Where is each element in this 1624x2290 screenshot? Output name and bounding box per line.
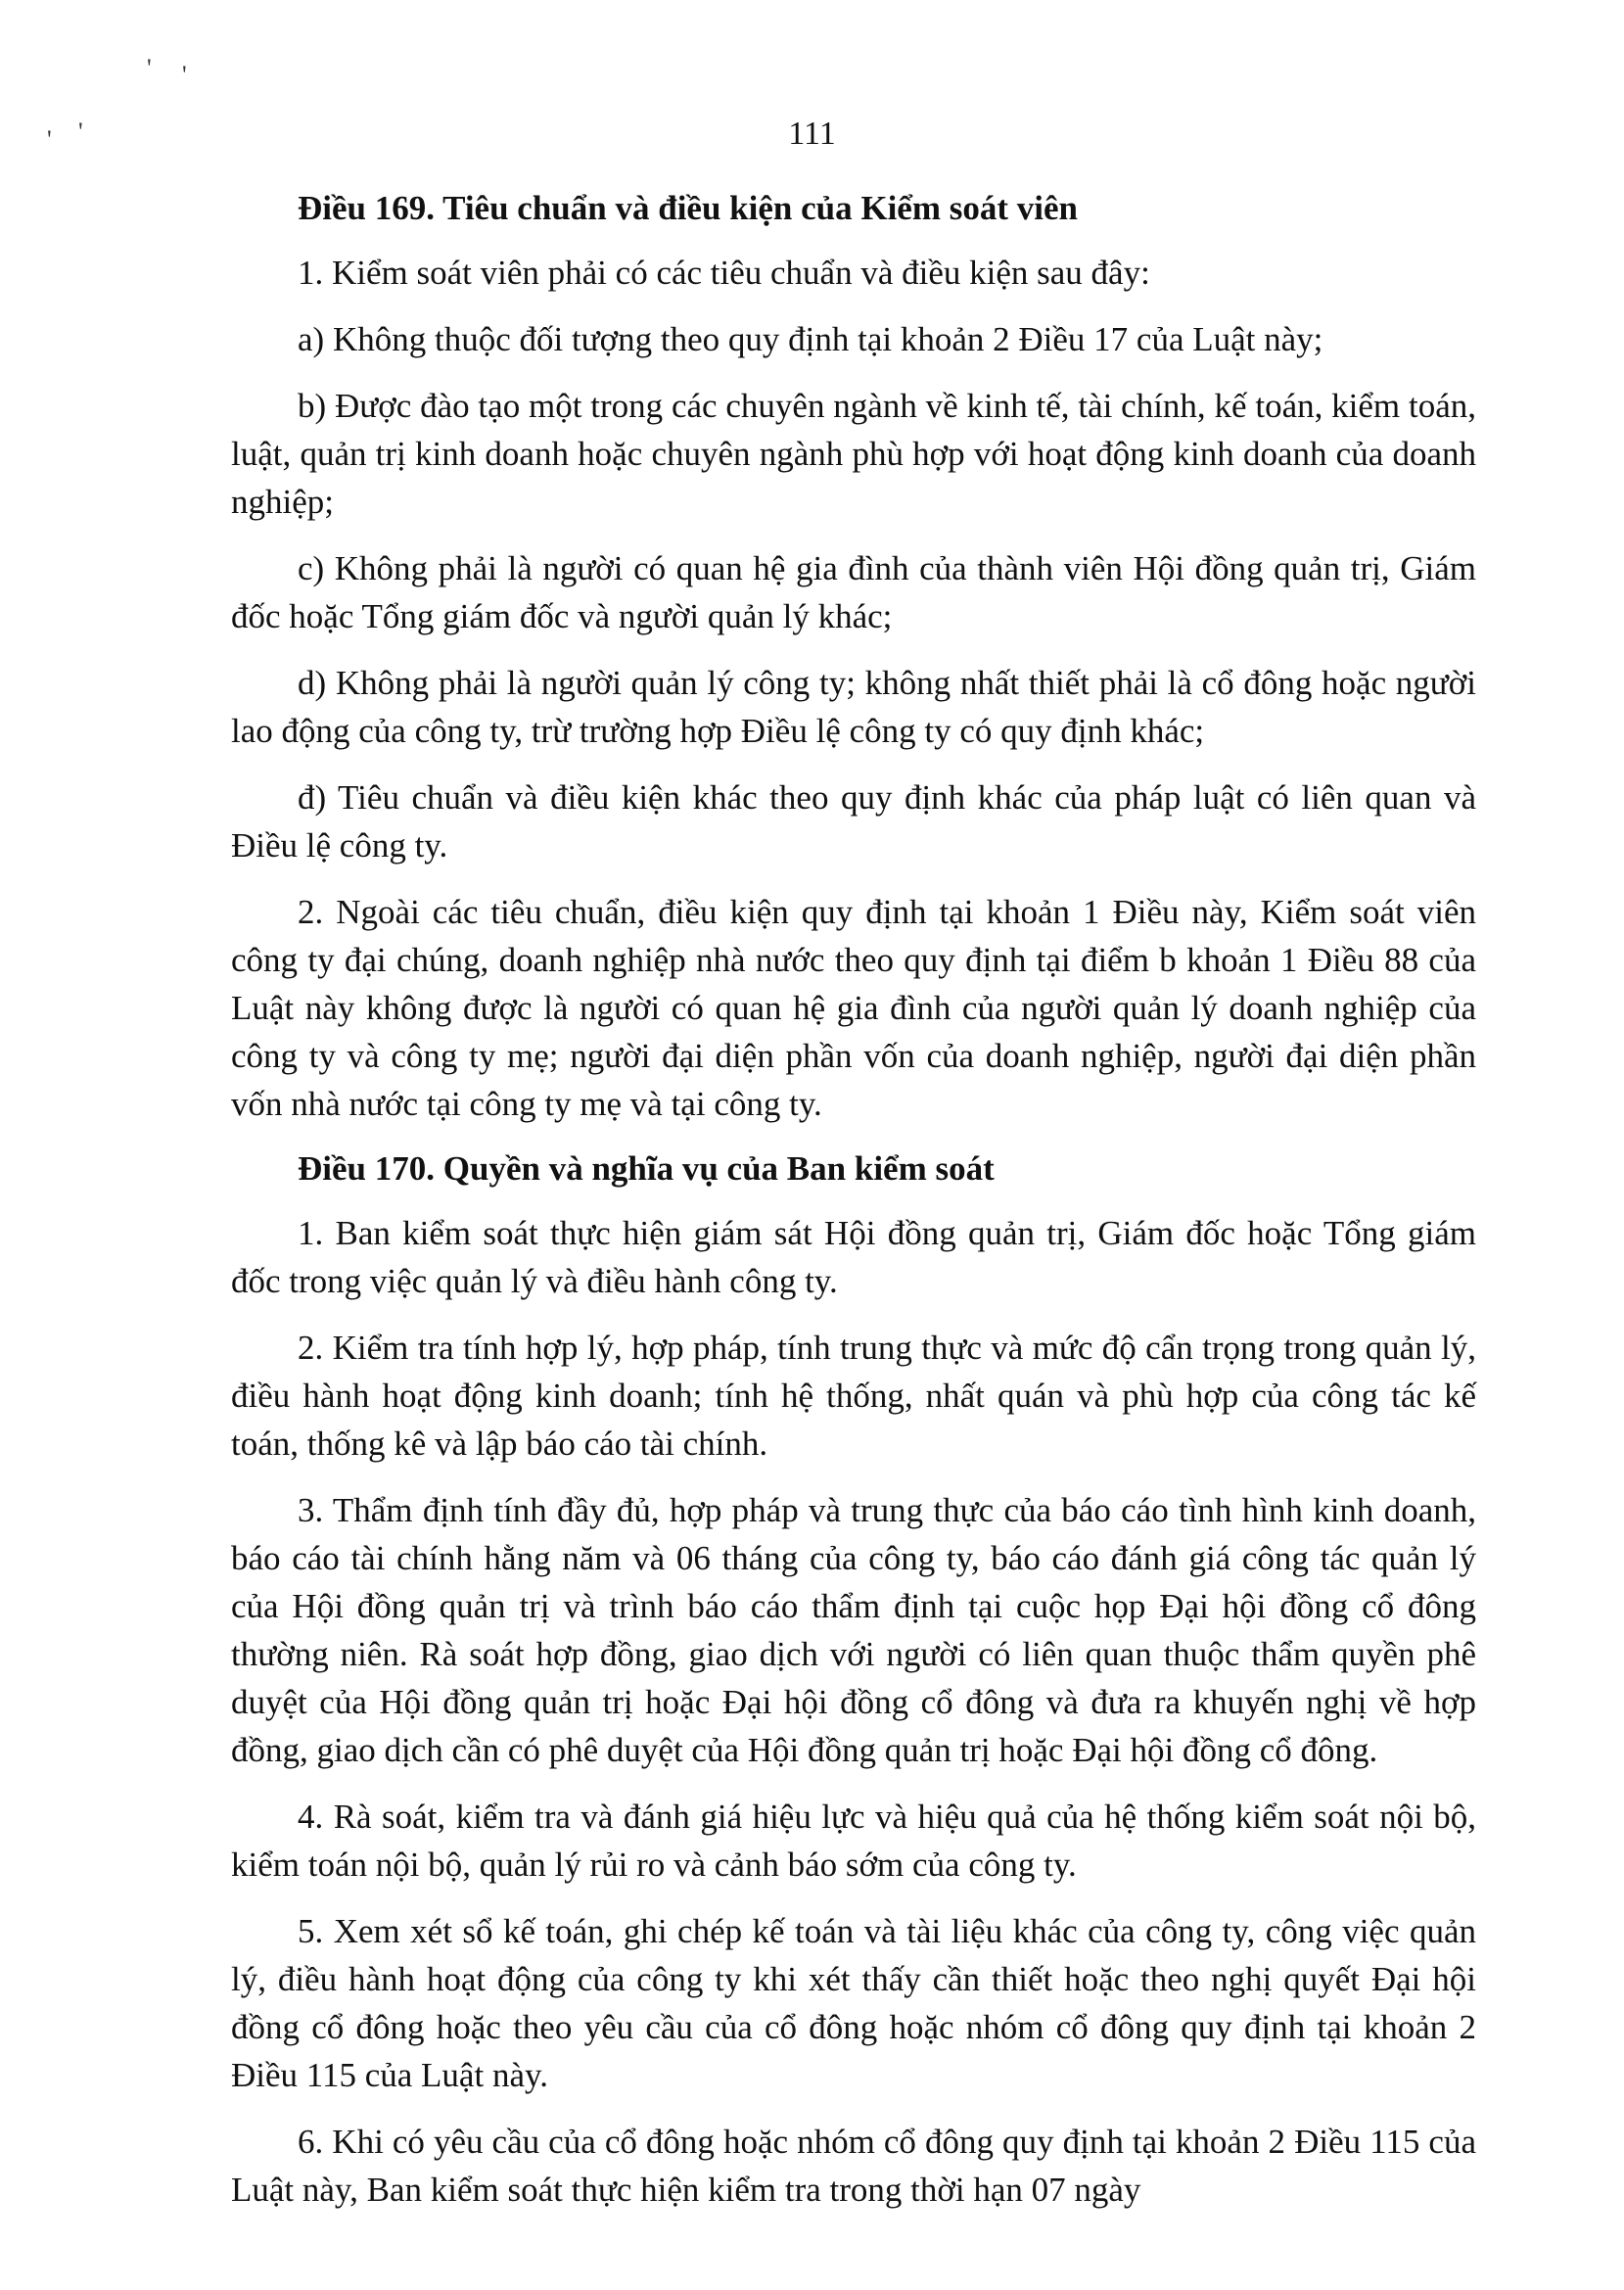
scan-mark: '	[78, 117, 83, 146]
article-170-clause-3: 3. Thẩm định tính đầy đủ, hợp pháp và trung thực của báo cáo tình hình kinh doanh, báo cáo tài chính hằng năm và 06 tháng của công ty, báo cáo đánh giá công tác quản lý của Hội đồng quản trị và trình báo cáo thẩm định tại cuộc họp Đại hội đồng cổ đông thường niên. Rà soát hợp đồng, giao dịch với người có liên quan thuộc thẩm quyền phê duyệt của Hội đồng quản trị hoặc Đại hội đồng cổ đông và đưa ra khuyến nghị về hợp đồng, giao dịch cần có phê duyệt của Hội đồng quản trị hoặc Đại hội đồng cổ đông.	[231, 1491, 1476, 1769]
scan-mark: '	[147, 54, 152, 82]
article-169-point-a: a) Không thuộc đối tượng theo quy định tại khoản 2 Điều 17 của Luật này;	[298, 320, 1323, 358]
article-169-clause-1: 1. Kiểm soát viên phải có các tiêu chuẩn và điều kiện sau đây:	[298, 254, 1150, 292]
article-169-clause-2: 2. Ngoài các tiêu chuẩn, điều kiện quy định tại khoản 1 Điều này, Kiểm soát viên công ty đại chúng, doanh nghiệp nhà nước theo quy định tại điểm b khoản 1 Điều 88 của Luật này không được là người có quan hệ gia đình của người quản lý doanh nghiệp của công ty và công ty mẹ; người đại diện phần vốn của doanh nghiệp, người đại diện phần vốn nhà nước tại công ty mẹ và tại công ty.	[231, 893, 1476, 1123]
article-170-clause-4: 4. Rà soát, kiểm tra và đánh giá hiệu lực và hiệu quả của hệ thống kiểm soát nội bộ, kiểm toán nội bộ, quản lý rủi ro và cảnh báo sớm của công ty.	[231, 1798, 1476, 1884]
article-170-clause-1: 1. Ban kiểm soát thực hiện giám sát Hội đồng quản trị, Giám đốc hoặc Tổng giám đốc trong việc quản lý và điều hành công ty.	[231, 1214, 1476, 1300]
scan-mark: '	[47, 125, 52, 154]
article-169-point-c: c) Không phải là người có quan hệ gia đình của thành viên Hội đồng quản trị, Giám đốc hoặc Tổng giám đốc và người quản lý khác;	[231, 549, 1476, 635]
article-169-title: Điều 169. Tiêu chuẩn và điều kiện của Kiểm soát viên	[298, 189, 1079, 227]
article-170	[231, 1146, 1476, 2214]
article-169	[231, 186, 1476, 1128]
article-170-title: Điều 170. Quyền và nghĩa vụ của Ban kiểm soát	[298, 1149, 995, 1188]
document-body	[231, 186, 1476, 2232]
scan-mark: '	[182, 61, 187, 89]
page-number: 111	[788, 116, 836, 152]
article-169-point-b: b) Được đào tạo một trong các chuyên ngành về kinh tế, tài chính, kế toán, kiểm toán, luật, quản trị kinh doanh hoặc chuyên ngành phù hợp với hoạt động kinh doanh của doanh nghiệp;	[231, 387, 1476, 521]
article-169-point-d: d) Không phải là người quản lý công ty; không nhất thiết phải là cổ đông hoặc người lao động của công ty, trừ trường hợp Điều lệ công ty có quy định khác;	[231, 664, 1476, 750]
article-170-clause-5: 5. Xem xét sổ kế toán, ghi chép kế toán và tài liệu khác của công ty, công việc quản lý, điều hành hoạt động của công ty khi xét thấy cần thiết hoặc theo nghị quyết Đại hội đồng cổ đông hoặc theo yêu cầu của cổ đông hoặc nhóm cổ đông quy định tại khoản 2 Điều 115 của Luật này.	[231, 1912, 1476, 2094]
article-169-point-dd: đ) Tiêu chuẩn và điều kiện khác theo quy định khác của pháp luật có liên quan và Điều lệ công ty.	[231, 778, 1476, 865]
article-170-clause-2: 2. Kiểm tra tính hợp lý, hợp pháp, tính trung thực và mức độ cẩn trọng trong quản lý, điều hành hoạt động kinh doanh; tính hệ thống, nhất quán và phù hợp của công tác kế toán, thống kê và lập báo cáo tài chính.	[231, 1329, 1476, 1463]
article-170-clause-6: 6. Khi có yêu cầu của cổ đông hoặc nhóm cổ đông quy định tại khoản 2 Điều 115 của Luật này, Ban kiểm soát thực hiện kiểm tra trong thời hạn 07 ngày	[231, 2123, 1476, 2209]
